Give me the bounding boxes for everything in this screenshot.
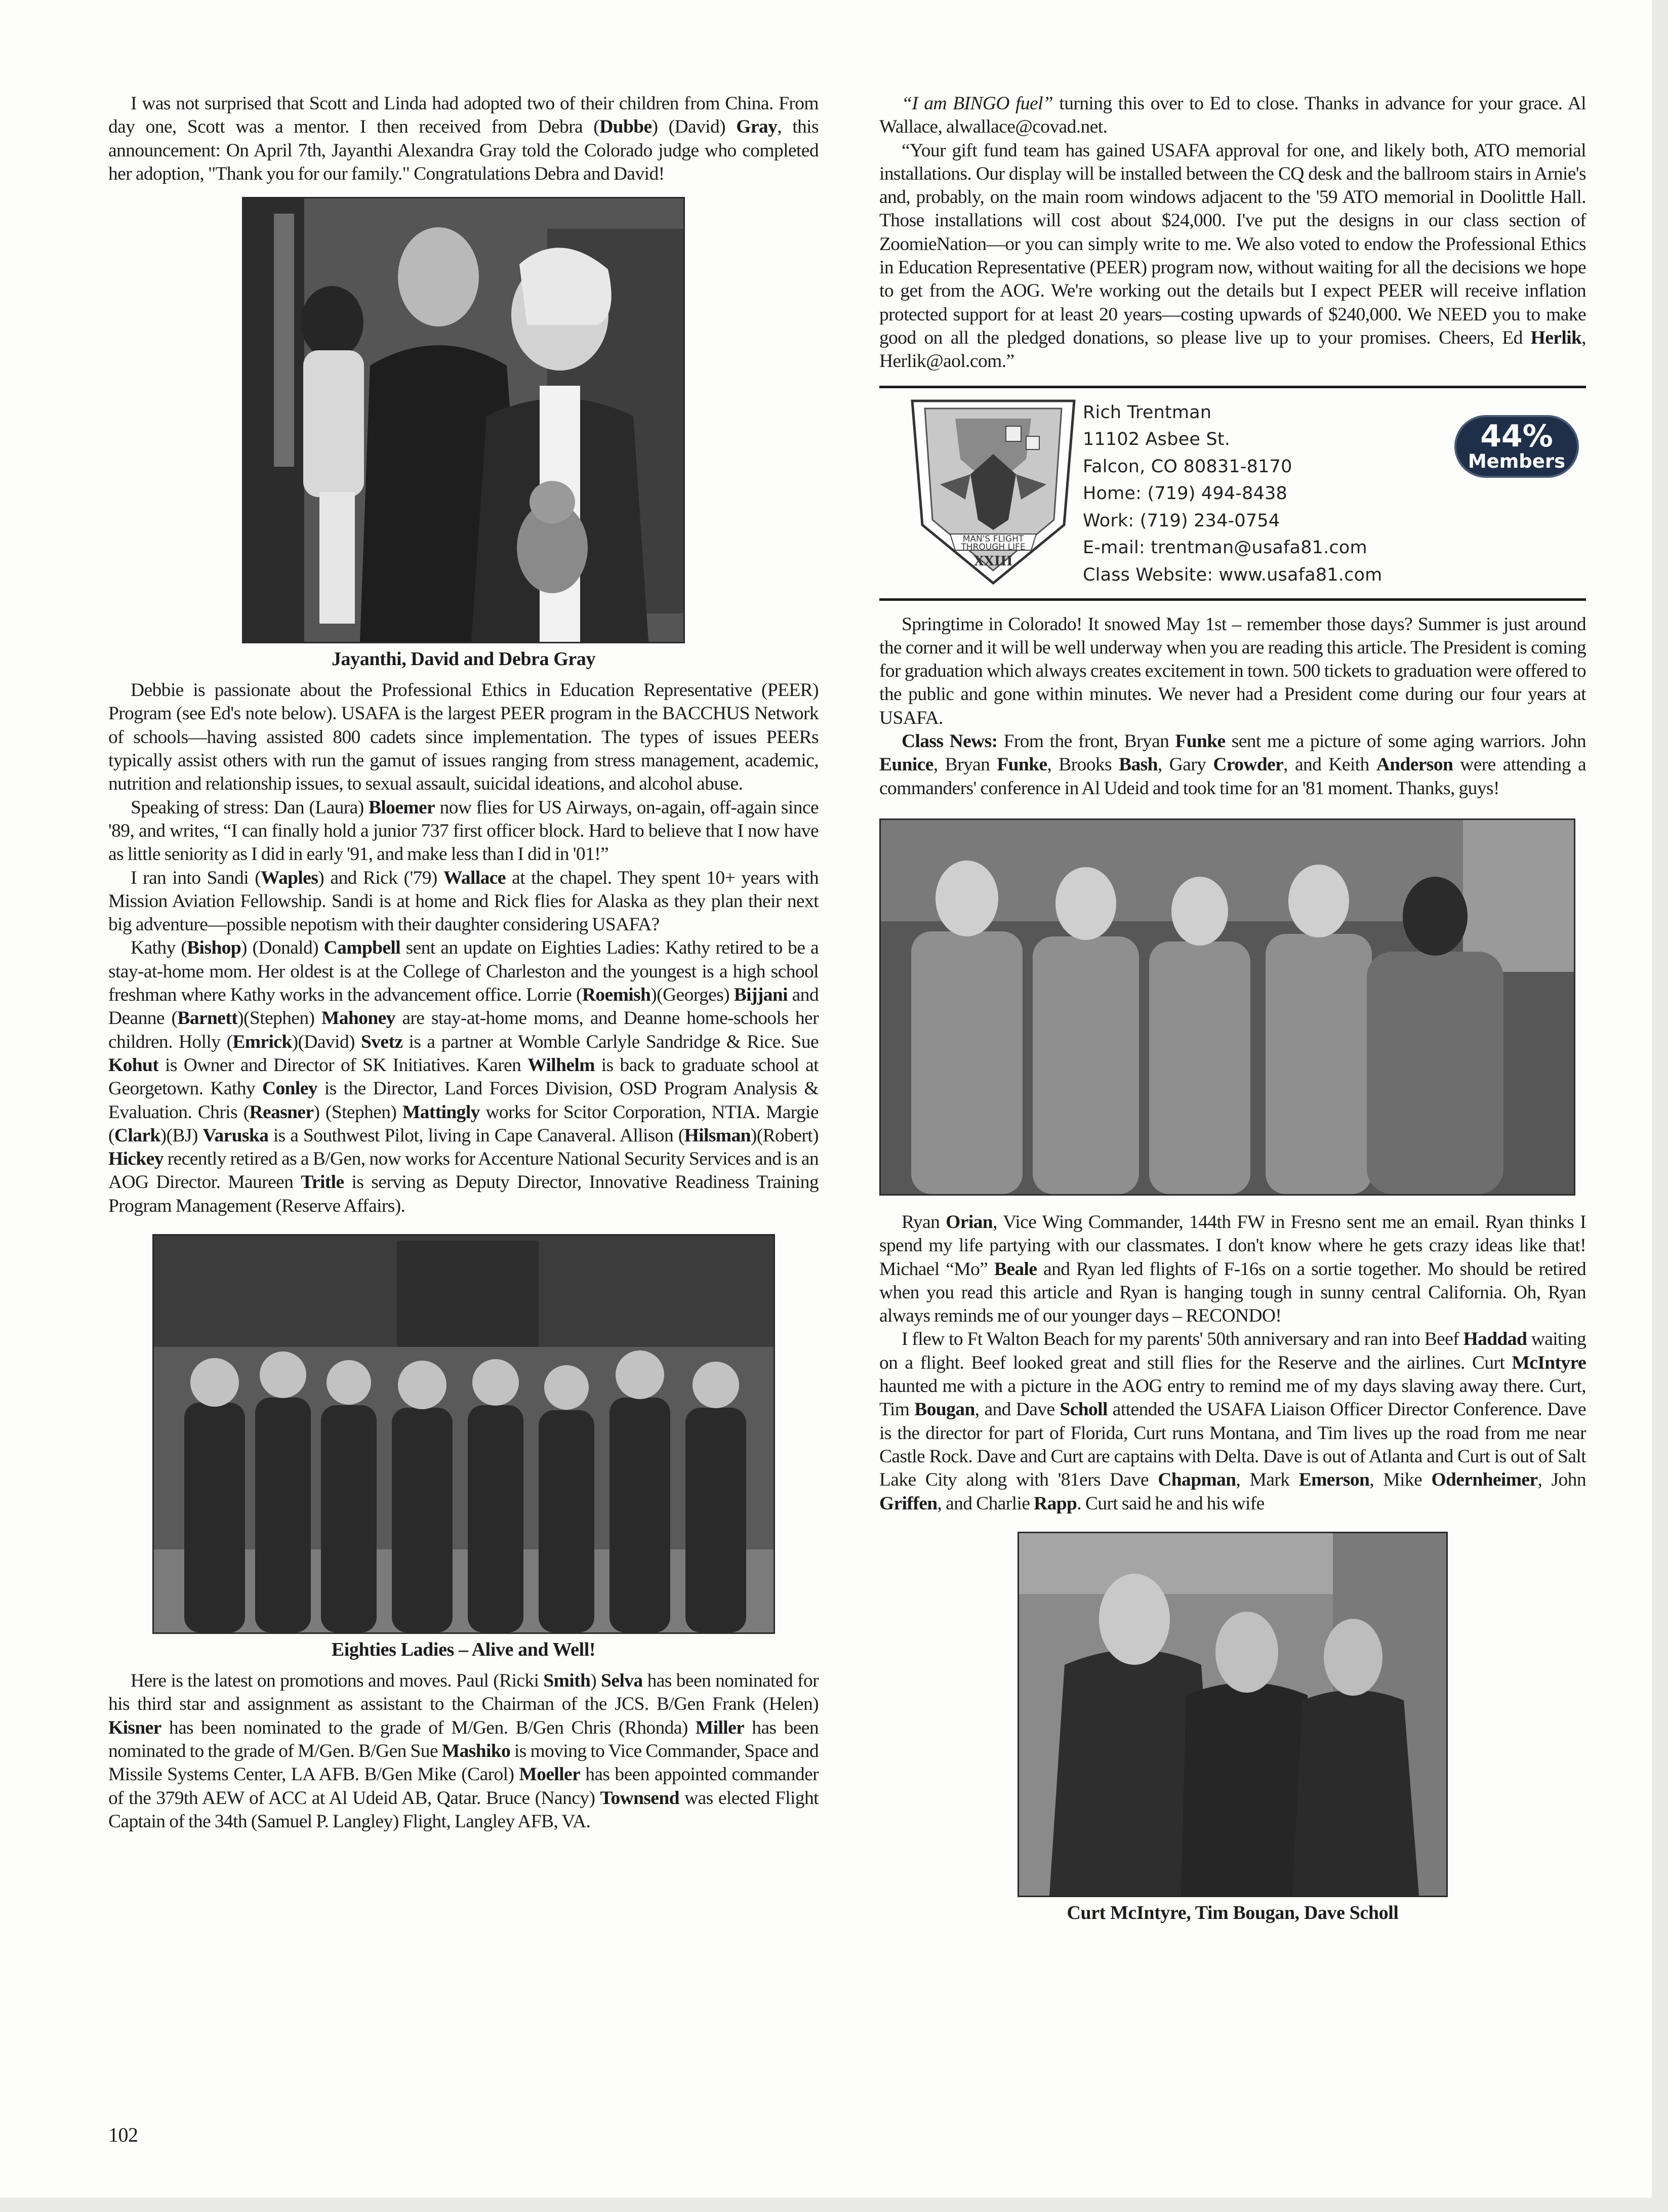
text: was elected Flight Captain of the 34th (Samuel P. Langley) Flight, Langley AFB, VA.	[108, 1787, 819, 1832]
text: , and Charlie	[937, 1493, 1034, 1514]
paragraph-springtime: Springtime in Colorado! It snowed May 1st – remember those days? Summer is just around the corner and it will be well underway when you are reading this article. The President is coming for graduation which always creates excitement in town. 500 tickets to graduation were offered to the public and gone within minutes. We never had a President come during our four years at USAFA.	[879, 613, 1586, 728]
name-bold: Funke	[997, 754, 1047, 775]
membership-label: Members	[1468, 450, 1566, 472]
page-number: 102	[108, 2123, 138, 2146]
text: , Brooks	[1047, 754, 1119, 775]
name-bold: Hilsman	[684, 1125, 751, 1146]
paragraph-wallace	[108, 867, 819, 937]
scribe-street: 11102 Asbee St.	[1083, 429, 1231, 450]
text: I flew to Ft Walton Beach for my parents' 50th anniversary and ran into Beef	[902, 1329, 1463, 1350]
text: is serving as Deputy Director, Innovative Readiness Training Program Management (Reserve Affairs).	[108, 1172, 819, 1216]
name-bold: Emrick	[232, 1031, 292, 1052]
name-bold: Selva	[601, 1670, 643, 1692]
scribe-home-phone: Home: (719) 494-8438	[1083, 483, 1288, 504]
name-bold: Bash	[1119, 754, 1158, 775]
name-bold: Tritle	[301, 1172, 344, 1193]
photo-liaison-officers-image	[1019, 1533, 1446, 1896]
class-website: Class Website: www.usafa81.com	[1083, 564, 1382, 585]
text: )(Robert)	[750, 1125, 819, 1146]
name-bold: Waples	[261, 867, 318, 888]
scan-border-bottom	[0, 2198, 1668, 2212]
photo-gray-family-image	[243, 198, 683, 642]
text: , Vice Wing Commander, 144th FW in Fresno sent me an email. Ryan thinks I spend my life partying with our classmates. I don't know where he gets crazy ideas like that! Michael “Mo”	[879, 1211, 1586, 1280]
text: , Gary	[1157, 754, 1213, 775]
name-bold: Roemish	[582, 985, 651, 1006]
text: haunted me with a picture in the AOG entry to remind me of my days slaving away there. Curt, Tim	[879, 1376, 1586, 1420]
name-bold: Funke	[1175, 731, 1226, 752]
text: Here is the latest on promotions and moves. Paul (Ricki	[131, 1670, 544, 1692]
name-bold: Wilhelm	[527, 1054, 595, 1076]
text: sent me a picture of some aging warriors. John	[1225, 731, 1586, 752]
text: ) (David)	[652, 116, 737, 138]
text: turning this over to Ed to close. Thanks in advance for your grace. Al Wallace, alwallace@covad.net.	[879, 93, 1586, 138]
text: recently retired as a B/Gen, now works for Accenture National Security Services and is an AOG Director. Maureen	[108, 1149, 819, 1193]
text: “Your gift fund team has gained USAFA approval for one, and likely both, ATO memorial installations. Our display will be installed between the CQ desk and the ballroom stairs in Arnie's and, probably, on the main room windows adjacent to the '59 ATO memorial in Doolittle Hall. Those installations will cost about $24,000. I've put the designs in our class section of ZoomieNation—or you can simply write to me. We also voted to endow the Professional Ethics in Education Representative (PEER) program now, without waiting for all the decisions we hope to get from the AOG. We're working out the details but I expect PEER will receive inflation protected support for at least 20 years—costing upwards of $240,000. We NEED you to make good on all the pledged donations, so please live up to your promises. Cheers, Ed	[879, 140, 1586, 348]
contact-top-rule	[879, 386, 1586, 388]
scribe-name: Rich Trentman	[1083, 402, 1212, 423]
contact-details	[1083, 399, 1382, 589]
paragraph-gift-fund	[879, 139, 1586, 374]
text: works for Scitor Corporation, NTIA. Margie (	[108, 1101, 819, 1146]
paragraph-eighties-ladies	[108, 936, 819, 1218]
name-bold: Crowder	[1213, 754, 1284, 775]
membership-badge	[1454, 415, 1579, 478]
text: )	[590, 1670, 601, 1692]
name-bold: Herlik	[1530, 327, 1582, 348]
name-bold: Bishop	[187, 937, 241, 959]
text: at the chapel. They spent 10+ years with Mission Aviation Fellowship. Sandi is at home and Rick flies for Alaska as they plan their next big adventure—possible nepotism with their daughter considering USAFA?	[108, 867, 819, 935]
name-bold: Varuska	[202, 1125, 269, 1146]
name-bold: Anderson	[1376, 754, 1453, 775]
text: , Mark	[1236, 1469, 1299, 1491]
text: )(David)	[292, 1031, 361, 1052]
name-bold: Eunice	[879, 754, 933, 775]
paragraph-class-news	[879, 730, 1586, 800]
text: and Deanne (	[108, 985, 819, 1029]
text: Kathy (	[131, 937, 187, 959]
name-bold: Rapp	[1034, 1493, 1077, 1514]
scribe-city: Falcon, CO 80831-8170	[1083, 456, 1292, 477]
text: is a partner at Womble Carlyle Sandridge & Rice. Sue	[402, 1031, 819, 1052]
text: I was not surprised that Scott and Linda had adopted two of their children from China. From day one, Scott was a mentor. I then received from Debra (	[108, 93, 819, 138]
text: has been nominated to the grade of M/Gen. B/Gen Sue	[108, 1717, 819, 1762]
name-bold: Kohut	[108, 1054, 159, 1076]
paragraph-adoption	[108, 92, 819, 186]
paragraph-peer: Debbie is passionate about the Professional Ethics in Education Representative (PEER) Program (see Ed's note below). USAFA is the largest PEER program in the BACCHUS Network of schools—having assisted 800 cadets since implementation. The types of issues PEERs typically assist others with run the gamut of issues ranging from stress management, academic, nutrition and relationship issues, to sexual assault, suicidal ideations, and alcohol abuse.	[108, 680, 819, 795]
photo-aging-warriors-image	[881, 820, 1574, 1194]
name-bold: Scholl	[1060, 1399, 1108, 1420]
text: sent an update on Eighties Ladies: Kathy retired to be a stay-at-home mom. Her oldest is at the College of Charleston and the youngest is a high school freshman where Kathy works in the advancement office. Lorrie (	[108, 937, 819, 1006]
photo-eighties-ladies-image	[154, 1236, 774, 1632]
paragraph-ft-walton	[879, 1328, 1586, 1515]
name-bold: Smith	[543, 1670, 591, 1692]
text: were attending a commanders' conference in Al Udeid and took time for an '81 moment. Thanks, guys!	[879, 754, 1586, 799]
class-crest-icon	[910, 398, 1077, 586]
crest-squadron-number: XXIII	[973, 553, 1013, 569]
name-bold: Emerson	[1298, 1469, 1370, 1491]
text: ) (Stephen)	[313, 1101, 402, 1123]
name-bold: Odernheimer	[1431, 1469, 1538, 1491]
text: is moving to Vice Commander, Space and Missile Systems Center, LA AFB. B/Gen Mike (Carol)	[108, 1740, 819, 1785]
photo-gray-family	[242, 197, 685, 643]
name-bold: Wallace	[443, 867, 506, 888]
photo-liaison-officers	[1018, 1532, 1448, 1897]
text: Speaking of stress: Dan (Laura)	[131, 797, 369, 818]
scan-border-right	[1652, 0, 1668, 2212]
text: )(BJ)	[160, 1125, 203, 1146]
paragraph-orian	[879, 1211, 1586, 1328]
name-bold: Barnett	[177, 1008, 238, 1029]
text: From the front, Bryan	[997, 731, 1175, 752]
name-bold: Kisner	[108, 1717, 161, 1738]
crest-motto-line1: MAN'S FLIGHT	[962, 534, 1024, 544]
text: , Herlik@aol.com.”	[879, 327, 1586, 372]
text: I ran into Sandi (	[131, 867, 261, 888]
text: , Mike	[1369, 1469, 1432, 1491]
name-bold: Miller	[695, 1717, 745, 1738]
membership-percent: 44%	[1480, 418, 1553, 454]
name-bold: Conley	[262, 1078, 317, 1099]
text: , and Dave	[974, 1399, 1060, 1420]
left-column	[108, 92, 819, 1833]
crest-motto-line2: THROUGH LIFE	[961, 542, 1026, 552]
text: , John	[1537, 1469, 1586, 1491]
text: )(Stephen)	[237, 1008, 321, 1029]
name-bold: Griffen	[879, 1493, 938, 1514]
text: is the Director, Land Forces Division, OSD Program Analysis & Evaluation. Chris (	[108, 1078, 819, 1123]
name-bold: Beale	[994, 1258, 1037, 1280]
text: is back to graduate school at Georgetown. Kathy	[108, 1054, 819, 1099]
text: has been appointed commander of the 379th AEW of ACC at Al Udeid AB, Qatar. Bruce (Nancy)	[108, 1764, 819, 1809]
text: waiting on a flight. Beef looked great and still flies for the Reserve and the airlines. Curt	[879, 1329, 1586, 1373]
text: and Ryan led flights of F-16s on a sortie together. Mo should be retired when you read this article and Ryan is hanging tough in sunny central California. Oh, Ryan always reminds me of our younger days – RECONDO!	[879, 1258, 1586, 1327]
text: ) (Donald)	[241, 937, 324, 959]
text: attended the USAFA Liaison Officer Director Conference. Dave is the director for part of Florida, Curt runs Montana, and Tim lives up the road from me near Castle Rock. Dave and Curt are captains with Delta. Dave is out of Atlanta and Curt is out of Salt Lake City along with '81ers Dave	[879, 1399, 1586, 1491]
class-scribe-contact-box	[879, 393, 1586, 593]
text-italic: “I am BINGO fuel”	[902, 93, 1053, 114]
text: )(Georges)	[650, 985, 734, 1006]
text: , and Keith	[1283, 754, 1376, 775]
scribe-email: E-mail: trentman@usafa81.com	[1083, 538, 1367, 558]
name-bold: Campbell	[323, 937, 401, 959]
paragraph-bingo-fuel	[879, 92, 1586, 139]
paragraph-promotions	[108, 1669, 819, 1833]
name-bold: Orian	[946, 1211, 993, 1233]
name-bold: Gray	[736, 116, 778, 138]
name-bold: Mashiko	[441, 1740, 511, 1762]
name-bold: Bijjani	[734, 985, 788, 1006]
photo-aging-warriors	[879, 818, 1575, 1196]
name-bold: Townsend	[600, 1787, 679, 1809]
text: is a Southwest Pilot, living in Cape Canaveral. Allison (	[268, 1125, 684, 1146]
photo-gray-family-caption: Jayanthi, David and Debra Gray	[331, 648, 596, 670]
text: are stay-at-home moms, and Deanne home-schools her children. Holly (	[108, 1008, 819, 1052]
text: now flies for US Airways, on-again, off-again since '89, and writes, “I can finally hold a junior 737 first officer block. Hard to believe that I now have as little seniority as I did in early '91, and make less than I did in '01!”	[108, 797, 819, 865]
text: , Bryan	[933, 754, 997, 775]
name-bold: Dubbe	[599, 116, 652, 138]
contact-bottom-rule	[879, 598, 1586, 601]
name-bold: Chapman	[1158, 1469, 1236, 1491]
name-bold: Hickey	[108, 1149, 164, 1170]
scribe-work-phone: Work: (719) 234-0754	[1083, 510, 1280, 531]
photo-eighties-ladies-caption: Eighties Ladies – Alive and Well!	[331, 1639, 596, 1661]
lead-bold: Class News:	[902, 731, 998, 752]
name-bold: Mahoney	[321, 1008, 395, 1029]
name-bold: Moeller	[519, 1764, 581, 1785]
name-bold: Bloemer	[368, 797, 435, 818]
name-bold: Bougan	[914, 1399, 975, 1420]
name-bold: McIntyre	[1512, 1352, 1586, 1373]
text: Ryan	[902, 1211, 946, 1233]
name-bold: Haddad	[1463, 1329, 1527, 1350]
text: ) and Rick ('79)	[318, 867, 444, 888]
name-bold: Clark	[114, 1125, 160, 1146]
text: has been nominated for his third star and assignment as assistant to the Chairman of the JCS. B/Gen Frank (Helen)	[108, 1670, 819, 1715]
photo-liaison-officers-caption: Curt McIntyre, Tim Bougan, Dave Scholl	[1067, 1902, 1399, 1923]
paragraph-bloemer	[108, 796, 819, 867]
text: . Curt said he and his wife	[1077, 1493, 1265, 1514]
name-bold: Mattingly	[402, 1101, 480, 1123]
text: has been nominated to the grade of M/Gen. B/Gen Chris (Rhonda)	[161, 1717, 696, 1738]
photo-eighties-ladies	[152, 1234, 775, 1634]
name-bold: Svetz	[361, 1031, 403, 1052]
right-column	[879, 92, 1586, 1933]
name-bold: Reasner	[249, 1101, 314, 1123]
text: is Owner and Director of SK Initiatives. Karen	[158, 1054, 528, 1076]
text: , this announcement: On April 7th, Jayanthi Alexandra Gray told the Colorado judge who completed her adoption, "Thank you for our family." Congratulations Debra and David!	[108, 116, 819, 184]
